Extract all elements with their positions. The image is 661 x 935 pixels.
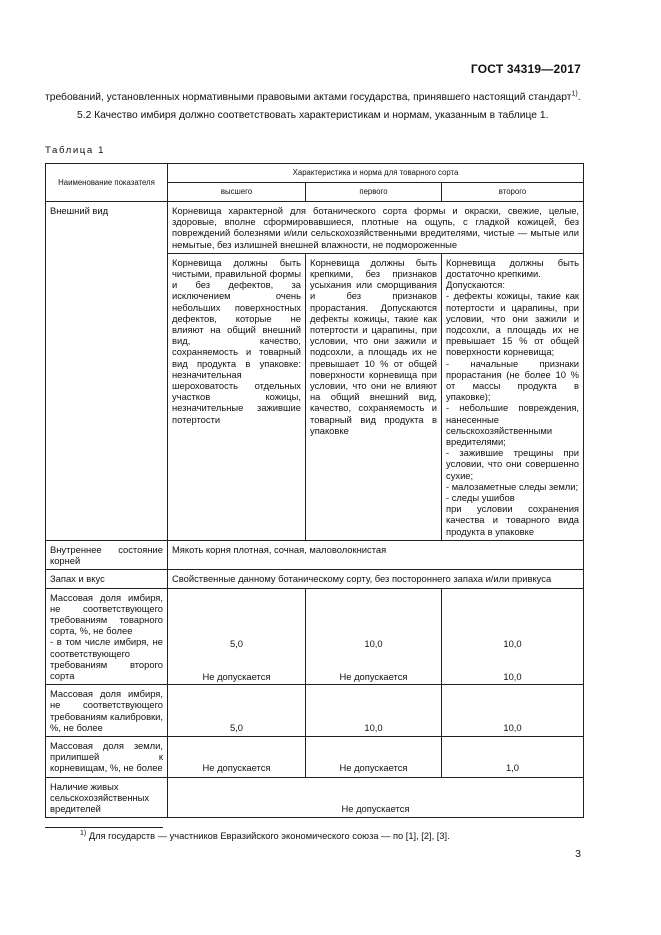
mass-grade-label: Массовая доля имбиря, не соответствующего требованиям товарного сорта, %, не более — [50, 591, 163, 637]
grade3-line: Корневища должны быть достаточно крепкими. — [446, 256, 580, 280]
inner-common: Мякоть корня плотная, сочная, маловолокнистая — [168, 540, 584, 569]
table-row — [46, 736, 584, 777]
page-number: 3 — [575, 848, 581, 860]
table-row — [46, 570, 584, 588]
grade3-line: при условии сохранения качества и товарного вида продукта в упаковке — [446, 503, 580, 537]
row-label-soil: Массовая доля земли, прилипшей к корневищам, %, не более — [46, 736, 168, 777]
header-grade-second: второго — [442, 183, 584, 202]
table-row — [46, 588, 584, 685]
table-header-row — [46, 164, 584, 183]
pests-common: Не допускается — [168, 777, 584, 818]
grade3-line: - малозаметные следы земли; — [446, 480, 579, 492]
appearance-common: Корневища характерной для ботанического сорта формы и окраски, свежие, целые, здоровые, вполне сформировавшиеся, плотные на ощупь, с гладкой кожицей, без повреждений болезнями и/или сельскохозяйственными вредителями, чистые — мытые или немытые, без излишней внешней влажности, не подмороженные — [168, 202, 584, 254]
row-label-mass-grade — [46, 588, 168, 685]
smell-common: Свойственные данному ботаническому сорту, без постороннего запаха и/или привкуса — [168, 570, 584, 588]
row-label-mass-calib: Массовая доля имбиря, не соответствующего требованиям калибровки, %, не более — [46, 685, 168, 737]
value-cell: 5,0 — [229, 637, 244, 649]
header-grade-premium: высшего — [168, 183, 306, 202]
row-label-appearance: Внешний вид — [46, 202, 168, 541]
mass-grade-sublabel: - в том числе имбиря, не соответствующего требованиям второго сорта — [50, 636, 163, 681]
row-label-pests: Наличие живых сельскохозяйственных вредителей — [46, 777, 168, 818]
soil-premium: Не допускается — [168, 736, 306, 777]
document-code: ГОСТ 34319—2017 — [470, 62, 581, 76]
value-cell: Не допускается — [339, 670, 408, 682]
table-row — [46, 540, 584, 569]
mass-calib-second: 10,0 — [442, 685, 584, 737]
value-cell: Не допускается — [202, 670, 271, 682]
row-label-smell: Запах и вкус — [46, 570, 168, 588]
footnote-mark: 1) — [80, 829, 87, 837]
appearance-grade-premium: Корневища должны быть чистыми, правильной формы и без дефектов, за исключением очень небольших поверхностных дефектов, которые не влияют на общий внешний вид, качество, сохраняемость и товарный вид продукта в упаковке: незначительная шероховатость отдельных участков кожицы, незначительные зажившие потертости — [168, 253, 306, 540]
value-cell: 10,0 — [503, 670, 522, 682]
header-grade-first: первого — [306, 183, 442, 202]
header-indicator: Наименование показателя — [46, 164, 168, 202]
footnote-divider — [45, 827, 163, 828]
table-row — [46, 202, 584, 254]
grade3-line: Допускаются: — [446, 279, 505, 291]
soil-second: 1,0 — [442, 736, 584, 777]
mass-calib-first: 10,0 — [306, 685, 442, 737]
table-caption: Таблица 1 — [45, 145, 106, 156]
value-cell: 10,0 — [364, 637, 383, 649]
grade3-line: - небольшие повреждения, нанесенные сельскохозяйственными вредителями; — [446, 402, 580, 448]
header-group: Характеристика и норма для товарного сорта — [168, 164, 584, 183]
appearance-grade-first: Корневища должны быть крепкими, без признаков усыхания или сморщивания и без признаков прорастания. Допускаются дефекты кожицы, такие как потертости и царапины, при условии, что они зажили и подсохли, а площадь их не превышает 10 % от общей поверхности корневища при условии, что они не влияют на общий внешний вид, качество, сохраняемость и товарный вид продукта в упаковке — [306, 253, 442, 540]
mass-grade-first — [306, 588, 442, 685]
grade3-line: - дефекты кожицы, такие как потертости и царапины, при условии, что они зажили и подсохли, а площадь их не превышает 15 % от общей поверхности корневища; — [446, 290, 580, 358]
grade3-line: - следы ушибов — [446, 492, 515, 504]
soil-first: Не допускается — [306, 736, 442, 777]
row-label-inner: Внутреннее состояние корней — [46, 540, 168, 569]
table-row — [46, 685, 584, 737]
intro-p1-end: . — [577, 92, 581, 103]
intro-paragraph-2: 5.2 Качество имбиря должно соответствовать характеристикам и нормам, указанным в таблице 1. — [77, 110, 549, 121]
intro-p1-text: требований, установленных нормативными правовыми актами государства, принявшего настоящий стандарт — [45, 92, 572, 103]
grade3-line: - зажившие трещины при условии, что они совершенно сухие; — [446, 447, 580, 481]
value-cell: 10,0 — [503, 637, 522, 649]
mass-grade-premium — [168, 588, 306, 685]
footnote-ref: 1) — [571, 90, 578, 98]
mass-calib-premium: 5,0 — [168, 685, 306, 737]
appearance-grade-second — [442, 253, 584, 540]
footnote-text: Для государств — участников Евразийского экономического союза — по [1], [2], [3]. — [88, 831, 450, 841]
mass-grade-second — [442, 588, 584, 685]
intro-paragraph-1 — [45, 91, 583, 105]
grade3-line: - начальные признаки прорастания (не более 10 % от массы продукта в упаковке); — [446, 357, 580, 403]
intro-text — [45, 91, 583, 123]
quality-table — [45, 163, 584, 818]
footnote — [80, 831, 580, 841]
table-row — [46, 777, 584, 818]
